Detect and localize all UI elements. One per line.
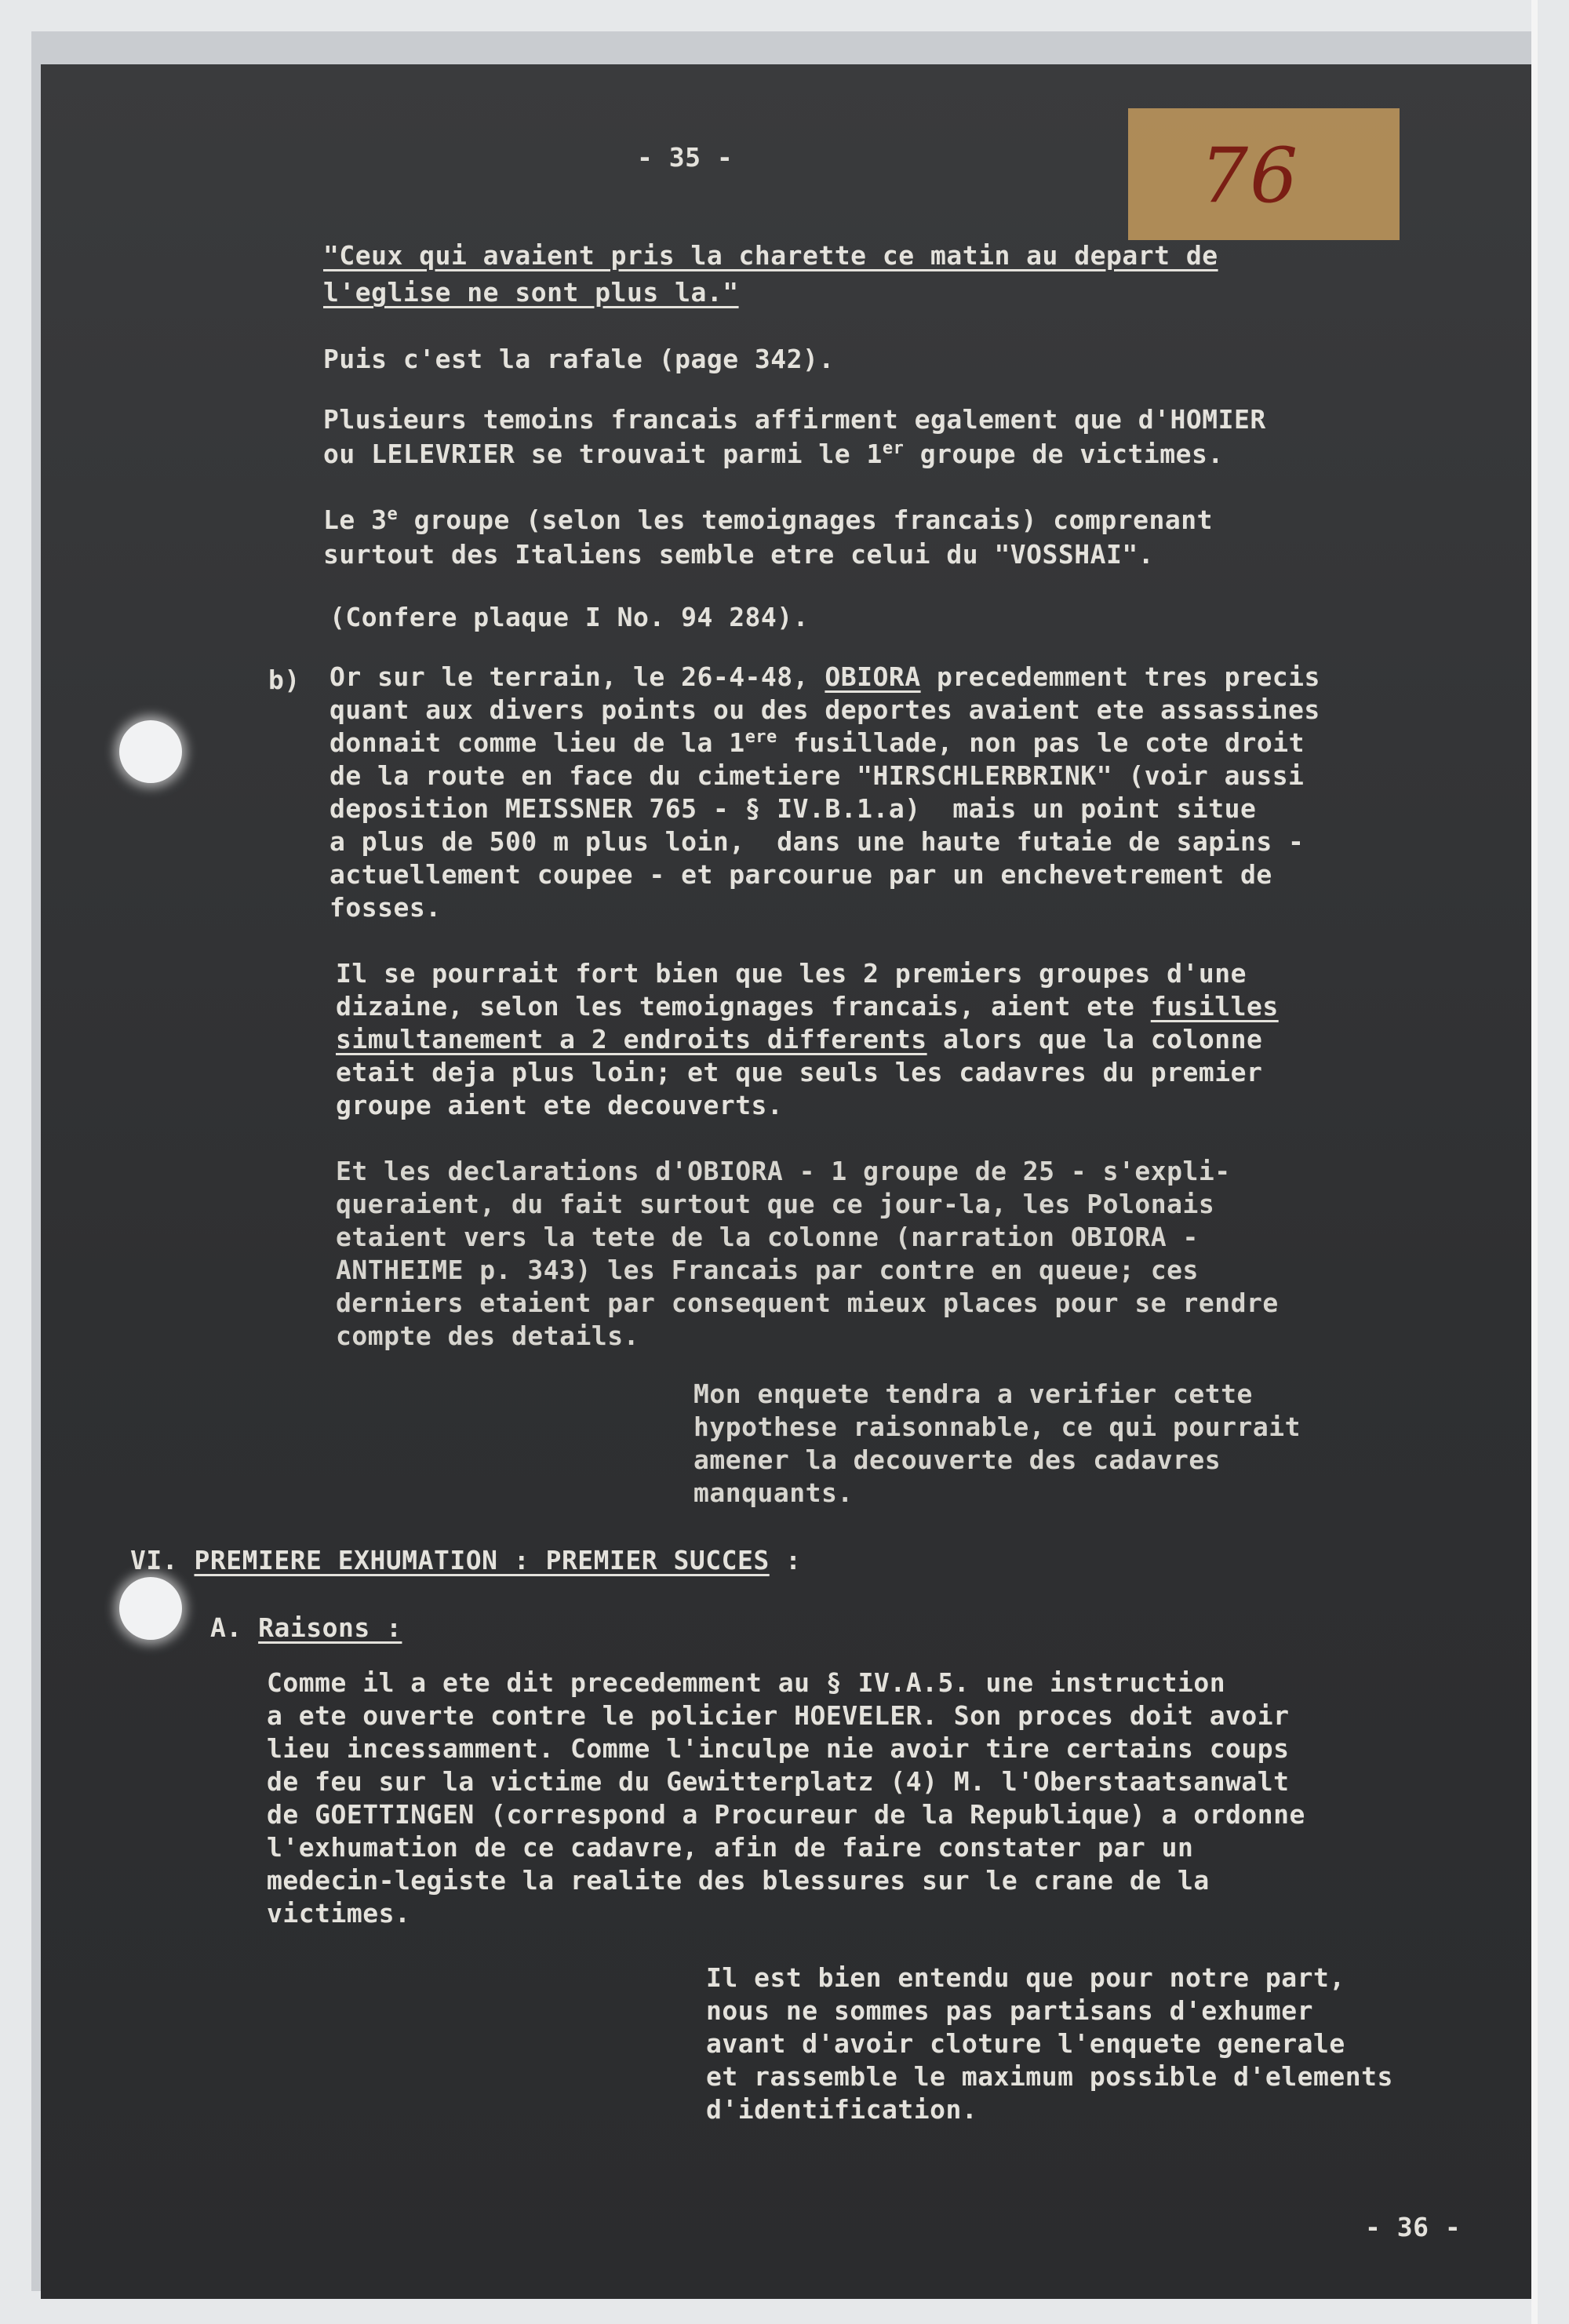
archive-stamp-number: 76 (1200, 132, 1300, 220)
punch-hole-lower (119, 1577, 182, 1640)
paragraph-line: a ete ouverte contre le policier HOEVELER. Son proces doit avoir (267, 1700, 1290, 1731)
paragraph-line: ou LELEVRIER se trouvait parmi le 1er groupe de victimes. (323, 439, 1224, 469)
item-marker-b: b) (268, 665, 300, 695)
paragraph-line: Il est bien entendu que pour notre part, (706, 1962, 1345, 1993)
page-number: - 35 - (637, 142, 734, 173)
paragraph-line: de la route en face du cimetiere "HIRSCHLERBRINK" (voir aussi (329, 760, 1305, 791)
paragraph-line: avant d'avoir cloture l'enquete generale (706, 2028, 1345, 2059)
paragraph-line: dizaine, selon les temoignages francais, aient ete fusilles (336, 991, 1279, 1022)
paragraph-line: Comme il a ete dit precedemment au § IV.A.5. une instruction (267, 1667, 1226, 1698)
paragraph-line: a plus de 500 m plus loin, dans une haute futaie de sapins - (329, 826, 1305, 857)
paragraph-line: victimes. (267, 1898, 411, 1929)
paragraph-line: Or sur le terrain, le 26-4-48, OBIORA precedemment tres precis (329, 661, 1320, 692)
page-edge (1531, 0, 1538, 2324)
paragraph-line: ANTHEIME p. 343) les Francais par contre en queue; ces (336, 1255, 1199, 1285)
paragraph-line: compte des details. (336, 1320, 639, 1351)
paragraph-line: Puis c'est la rafale (page 342). (323, 344, 835, 374)
paragraph-line: surtout des Italiens semble etre celui du "VOSSHAI". (323, 539, 1155, 570)
paragraph-line: lieu incessamment. Comme l'inculpe nie avoir tire certains coups (267, 1733, 1290, 1764)
paragraph-line: (Confere plaque I No. 94 284). (329, 602, 810, 632)
section-heading: VI. PREMIERE EXHUMATION : PREMIER SUCCES : (130, 1545, 802, 1575)
paragraph-line: et rassemble le maximum possible d'elements (706, 2061, 1393, 2092)
paragraph-line: derniers etaient par consequent mieux places pour se rendre (336, 1288, 1279, 1318)
paragraph-line: Il se pourrait fort bien que les 2 premiers groupes d'une (336, 958, 1247, 989)
paragraph-line: Le 3e groupe (selon les temoignages francais) comprenant (323, 505, 1213, 535)
paragraph-line: d'identification. (706, 2094, 978, 2125)
paragraph-line: Mon enquete tendra a verifier cette (693, 1379, 1253, 1409)
paragraph-line: manquants. (693, 1477, 854, 1508)
paragraph-line: quant aux divers points ou des deportes avaient ete assassines (329, 694, 1320, 725)
paragraph-line: de feu sur la victime du Gewitterplatz (4) M. l'Oberstaatsanwalt (267, 1766, 1290, 1797)
paragraph-line: amener la decouverte des cadavres (693, 1444, 1221, 1475)
quote-line: l'eglise ne sont plus la." (323, 277, 739, 308)
paragraph-line: medecin-legiste la realite des blessures sur le crane de la (267, 1865, 1210, 1896)
punch-hole-upper (119, 720, 182, 783)
paragraph-line: queraient, du fait surtout que ce jour-la, les Polonais (336, 1189, 1215, 1219)
paragraph-line: actuellement coupee - et parcourue par un enchevetrement de (329, 859, 1272, 890)
paragraph-line: hypothese raisonnable, ce qui pourrait (693, 1412, 1301, 1442)
subsection-heading: A. Raisons : (210, 1612, 402, 1643)
quote-line: "Ceux qui avaient pris la charette ce matin au depart de (323, 240, 1218, 271)
paragraph-line: groupe aient ete decouverts. (336, 1090, 784, 1120)
paragraph-line: etait deja plus loin; et que seuls les cadavres du premier (336, 1057, 1263, 1087)
paragraph-line: Plusieurs temoins francais affirment egalement que d'HOMIER (323, 404, 1266, 435)
paragraph-line: simultanement a 2 endroits differents alors que la colonne (336, 1024, 1263, 1055)
paragraph-line: l'exhumation de ce cadavre, afin de faire constater par un (267, 1832, 1194, 1863)
paragraph-line: etaient vers la tete de la colonne (narration OBIORA - (336, 1222, 1199, 1252)
paragraph-line: nous ne sommes pas partisans d'exhumer (706, 1995, 1313, 2026)
paragraph-line: deposition MEISSNER 765 - § IV.B.1.a) mais un point situe (329, 793, 1257, 824)
paragraph-line: Et les declarations d'OBIORA - 1 groupe de 25 - s'expli- (336, 1156, 1231, 1186)
paragraph-line: fosses. (329, 892, 442, 923)
next-page-number: - 36 - (1365, 2212, 1462, 2242)
paragraph-line: donnait comme lieu de la 1ere fusillade, non pas le cote droit (329, 727, 1305, 758)
paragraph-line: de GOETTINGEN (correspond a Procureur de la Republique) a ordonne (267, 1799, 1305, 1830)
